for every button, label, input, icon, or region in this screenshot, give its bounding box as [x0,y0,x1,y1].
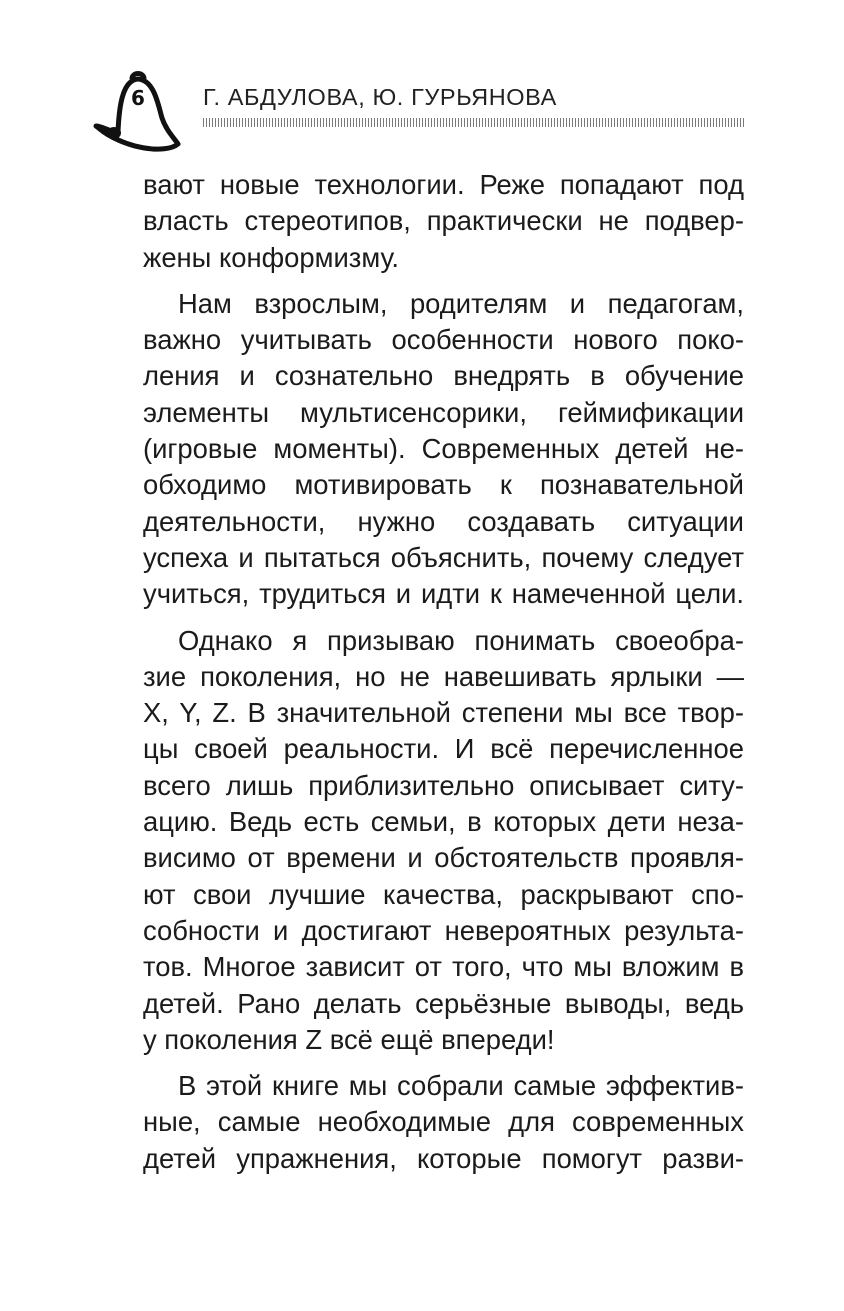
paragraph [143,167,744,276]
text-line: жены конформизму. [143,241,400,273]
text-line: вают новые технологии. Реже попадают под [143,169,744,200]
text-line: у поколения Z всё ещё впереди! [143,1023,555,1055]
paragraph [143,623,744,1059]
text-line: собности и достигают невероятных результа- [143,914,744,946]
text-line: всего лишь приблизительно описывает ситу- [143,769,744,801]
text-line: цы своей реальности. И всё перечисленное [143,733,744,765]
text-line: учиться, трудиться и идти к намеченной цели. [143,578,744,610]
text-line: детей упражнения, которые помогут разви- [143,1142,744,1174]
bell-icon [92,70,184,160]
paragraph [143,1068,744,1177]
text-line: тов. Многое зависит от того, что мы вложим в [143,951,744,983]
text-line: ют свои лучшие качества, раскрывают спо- [143,878,744,910]
text-line: ные, самые необходимые для современных [143,1106,744,1138]
text-line: X, Y, Z. В значительной степени мы все твор- [143,697,744,729]
text-line: зие поколения, но не навешивать ярлыки — [143,660,744,692]
text-line: детей. Рано делать серьёзные выводы, ведь [143,987,744,1019]
text-line: обходимо мотивировать к познавательной [143,469,744,501]
page-number: 6 [131,86,145,110]
text-line: деятельности, нужно создавать ситуации [143,505,744,537]
text-line: В этой книге мы собрали самые эффектив- [178,1070,744,1102]
body-text [143,167,744,1177]
text-line: власть стереотипов, практически не подвер- [143,205,744,237]
text-line: Нам взрослым, родителям и педагогам, [178,287,744,319]
text-line: важно учитывать особенности нового поко- [143,324,744,356]
text-line: ления и сознательно внедрять в обучение [143,360,744,392]
paragraph [143,286,744,613]
text-line: ацию. Ведь есть семьи, в которых дети неза- [143,806,744,838]
running-head: Г. АБДУЛОВА, Ю. ГУРЬЯНОВА [203,84,557,110]
text-line: Однако я призываю понимать своеобра- [178,624,744,656]
text-line: висимо от времени и обстоятельств проявля- [143,842,744,874]
text-line: (игровые моменты). Современных детей не- [143,433,744,465]
header-divider [203,118,745,127]
text-line: успеха и пытаться объяснить, почему следует [143,541,744,573]
text-line: элементы мультисенсорики, геймификации [143,396,744,428]
